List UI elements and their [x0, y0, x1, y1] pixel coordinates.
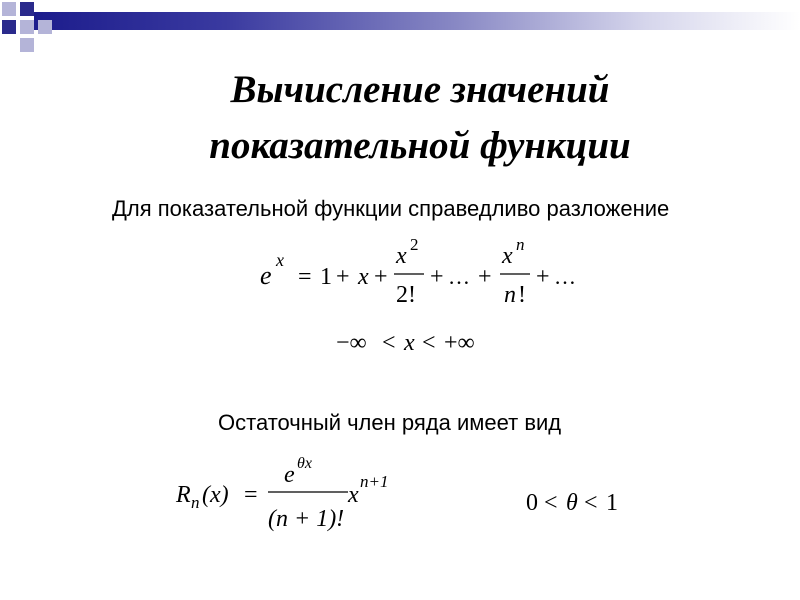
domain-formula [336, 324, 496, 360]
x2-denominator: 2! [396, 282, 416, 308]
equals-sign: = [298, 264, 312, 290]
xn-base: x [502, 243, 513, 269]
ellipsis: … [448, 264, 470, 289]
bound-one: 1 [606, 490, 618, 516]
minus-infinity: −∞ [336, 330, 367, 356]
decor-square [2, 20, 16, 34]
title-line-1: Вычисление значений [230, 68, 610, 111]
variable-x: x [404, 330, 415, 356]
remainder-argument: (x) [202, 482, 229, 508]
plus-sign: + [374, 264, 388, 290]
remainder-formula [176, 456, 426, 546]
series-formula [258, 236, 598, 316]
denominator: (n + 1)! [268, 506, 345, 532]
expansion-intro-text: Для показательной функции справедливо разложение [112, 196, 670, 221]
theta-symbol: θ [566, 490, 578, 516]
ellipsis: … [554, 264, 576, 289]
xn-denominator-factorial: ! [518, 282, 526, 308]
term-one: 1 [320, 264, 332, 290]
lhs-base: e [260, 261, 272, 290]
decor-square [38, 20, 52, 34]
title-line-2: показательной функции [209, 124, 631, 167]
plus-sign: + [536, 264, 550, 290]
x-exponent: n+1 [360, 472, 389, 491]
xn-denominator-n: n [504, 282, 516, 308]
remainder-intro-text: Остаточный член ряда имеет вид [218, 410, 562, 435]
decor-square [2, 2, 16, 16]
bound-zero: 0 [526, 490, 538, 516]
remainder-R: R [176, 482, 191, 508]
x2-base: x [396, 243, 407, 269]
term-x: x [358, 264, 369, 290]
decor-square [20, 38, 34, 52]
xn-exponent: n [516, 235, 525, 254]
lhs-exponent: x [276, 250, 284, 270]
plus-sign: + [430, 264, 444, 290]
x2-exponent: 2 [410, 235, 419, 254]
plus-sign: + [336, 264, 350, 290]
less-than: < [382, 330, 396, 356]
plus-infinity: +∞ [444, 330, 475, 356]
less-than: < [544, 490, 558, 516]
decor-square [20, 20, 34, 34]
theta-bounds-formula [526, 486, 636, 522]
slide-header-decoration [0, 0, 800, 48]
less-than: < [422, 330, 436, 356]
less-than: < [584, 490, 598, 516]
header-gradient-band [34, 12, 800, 30]
equals-sign: = [244, 482, 258, 508]
slide-title [0, 62, 800, 174]
remainder-subscript-n: n [191, 493, 200, 512]
decor-square [20, 2, 34, 16]
plus-sign: + [478, 264, 492, 290]
x-base: x [348, 482, 359, 508]
numerator-exponent: θx [297, 455, 312, 472]
numerator-base: e [284, 462, 295, 488]
